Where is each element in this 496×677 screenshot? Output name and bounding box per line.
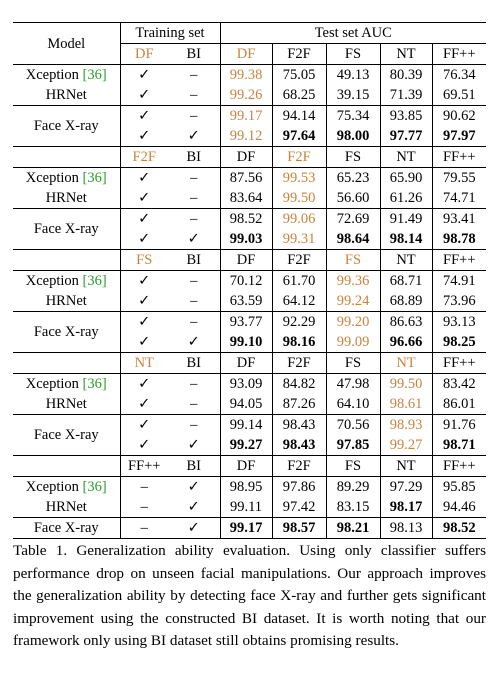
train-set-mark: ✓ [120, 312, 168, 333]
test-col-header: FS [326, 44, 380, 65]
auc-value: 97.29 [380, 477, 432, 498]
auc-value: 98.00 [326, 126, 380, 147]
model-name-text: Xception [25, 67, 79, 83]
auc-value: 99.26 [220, 85, 272, 106]
table-row [13, 271, 486, 292]
auc-value: 93.77 [220, 312, 272, 333]
bi-header: BI [168, 353, 220, 374]
bi-header: BI [168, 147, 220, 168]
model-name [13, 374, 120, 395]
auc-value: 99.27 [380, 435, 432, 456]
model-name-text: Xception [25, 376, 79, 392]
auc-value: 91.49 [380, 209, 432, 230]
table-row [13, 188, 486, 209]
auc-value: 92.29 [272, 312, 326, 333]
model-header-spacer [13, 147, 120, 168]
auc-value: 98.43 [272, 415, 326, 436]
table-row [13, 106, 486, 127]
bi-mark: – [168, 85, 220, 106]
model-name [13, 271, 120, 292]
train-set-label: NT [120, 353, 168, 374]
auc-value: 98.52 [432, 518, 486, 539]
test-col-header: FF++ [432, 353, 486, 374]
auc-value: 65.90 [380, 168, 432, 189]
bi-mark: ✓ [168, 497, 220, 518]
bi-mark: – [168, 271, 220, 292]
train-set-mark: ✓ [120, 106, 168, 127]
test-col-header: NT [380, 250, 432, 271]
bi-mark: ✓ [168, 477, 220, 498]
auc-value: 98.13 [380, 518, 432, 539]
test-col-header: DF [220, 147, 272, 168]
model-name [13, 209, 120, 250]
auc-value: 98.61 [380, 394, 432, 415]
table-row [13, 65, 486, 86]
test-col-header: NT [380, 147, 432, 168]
train-set-mark: ✓ [120, 415, 168, 436]
header-row [13, 23, 486, 44]
test-col-header: F2F [272, 456, 326, 477]
auc-value: 86.63 [380, 312, 432, 333]
auc-value: 74.71 [442, 190, 476, 206]
model-header-spacer [13, 250, 120, 271]
model-name [13, 518, 120, 539]
auc-value: 94.05 [220, 394, 272, 415]
model-name [13, 188, 120, 209]
auc-value: 73.96 [442, 293, 476, 309]
auc-value: 98.95 [220, 477, 272, 498]
auc-value: 61.70 [272, 271, 326, 292]
auc-value: 90.62 [432, 106, 486, 127]
table-row [13, 374, 486, 395]
test-col-header: NT [380, 353, 432, 374]
model-name-text: Face X-ray [33, 520, 99, 536]
auc-value: 98.78 [442, 231, 476, 247]
test-col-header: FS [326, 456, 380, 477]
auc-value: 94.46 [442, 499, 476, 515]
test-col-header: DF [220, 353, 272, 374]
auc-value: 98.25 [442, 334, 476, 350]
auc-value: 91.76 [432, 415, 486, 436]
auc-value: 99.03 [220, 229, 272, 250]
auc-value: 70.12 [220, 271, 272, 292]
train-set-mark: ✓ [138, 67, 151, 83]
table-caption: Table 1. Generalization ability evaluation. Using only classifier suffers performance drop on unseen facial manipulations. Our approach improves the generalization ability by detecting face X-ray and further gets significant improvement using the constructed BI dataset. It is worth noting that our framework only using BI dataset still obtains promising results. [13, 542, 486, 650]
auc-value: 99.10 [220, 332, 272, 353]
auc-value: 98.16 [272, 332, 326, 353]
model-name-text: HRNet [45, 396, 87, 412]
auc-value: 99.24 [326, 291, 380, 312]
citation-link[interactable]: [36] [82, 273, 107, 289]
test-col-header: FS [326, 147, 380, 168]
auc-value: 99.14 [220, 415, 272, 436]
auc-value: 97.77 [380, 126, 432, 147]
train-set-label: F2F [120, 147, 168, 168]
auc-value: 99.12 [220, 126, 272, 147]
auc-value: 99.53 [272, 168, 326, 189]
auc-value: 68.89 [380, 291, 432, 312]
auc-value: 94.14 [272, 106, 326, 127]
auc-value: 98.52 [220, 209, 272, 230]
block-header-row [13, 456, 486, 477]
auc-value: 98.21 [326, 518, 380, 539]
train-set-mark: ✓ [138, 231, 151, 247]
auc-value: 97.64 [272, 126, 326, 147]
auc-value: 99.36 [326, 271, 380, 292]
model-name [13, 312, 120, 353]
auc-value: 99.38 [220, 65, 272, 86]
auc-value: 93.41 [432, 209, 486, 230]
auc-value: 99.06 [272, 209, 326, 230]
model-name [13, 65, 120, 86]
table-row [13, 85, 486, 106]
train-set-mark: ✓ [138, 293, 151, 309]
auc-value: 68.71 [380, 271, 432, 292]
auc-value: 93.09 [220, 374, 272, 395]
bi-header: BI [168, 250, 220, 271]
bi-mark: – [168, 374, 220, 395]
auc-value: 79.55 [442, 170, 476, 186]
table-row [13, 394, 486, 415]
auc-value: 75.34 [326, 106, 380, 127]
auc-value: 98.43 [272, 435, 326, 456]
model-name-text: Xception [25, 273, 79, 289]
auc-value: 68.25 [272, 85, 326, 106]
citation-link[interactable]: [36] [82, 170, 107, 186]
train-set-mark: ✓ [138, 396, 151, 412]
auc-value: 93.85 [380, 106, 432, 127]
auc-value: 97.42 [272, 497, 326, 518]
bi-header: BI [168, 44, 220, 65]
train-set-label: FS [120, 250, 168, 271]
auc-value: 89.29 [326, 477, 380, 498]
auc-value: 98.17 [380, 497, 432, 518]
auc-value: 99.31 [272, 229, 326, 250]
train-set-mark: ✓ [120, 209, 168, 230]
auc-value: 98.64 [326, 229, 380, 250]
model-name [13, 415, 120, 456]
bi-mark: – [168, 168, 220, 189]
auc-value: 98.71 [442, 437, 476, 453]
block-header-row [13, 250, 486, 271]
auc-value: 70.56 [326, 415, 380, 436]
train-set-mark: ✓ [138, 128, 151, 144]
model-name-text: Face X-ray [33, 427, 99, 443]
test-col-header: FS [326, 353, 380, 374]
train-set-mark: ✓ [138, 273, 151, 289]
block-header-row [13, 147, 486, 168]
test-col-header: FF++ [432, 456, 486, 477]
table-row [13, 415, 486, 436]
auc-value: 83.42 [442, 376, 476, 392]
table-row [13, 477, 486, 498]
auc-value: 80.39 [380, 65, 432, 86]
bi-mark: ✓ [168, 332, 220, 353]
model-name-text: Face X-ray [33, 118, 99, 134]
train-set-label: FF++ [120, 456, 168, 477]
auc-value: 87.26 [272, 394, 326, 415]
model-name-text: Face X-ray [33, 221, 99, 237]
test-col-header: FF++ [432, 44, 486, 65]
auc-value: 74.91 [442, 273, 476, 289]
bi-mark: ✓ [168, 126, 220, 147]
bi-mark: – [168, 394, 220, 415]
test-col-header: DF [220, 44, 272, 65]
table-row [13, 168, 486, 189]
auc-value: 93.13 [432, 312, 486, 333]
auc-value: 99.50 [380, 374, 432, 395]
auc-value: 97.85 [326, 435, 380, 456]
auc-value: 97.97 [442, 128, 476, 144]
train-set-mark: ✓ [138, 334, 151, 350]
auc-value: 96.66 [380, 332, 432, 353]
model-name [13, 497, 120, 518]
table-row [13, 518, 486, 539]
auc-value: 99.27 [220, 435, 272, 456]
model-name-text: HRNet [45, 190, 87, 206]
model-name [13, 168, 120, 189]
test-set-auc-header: Test set AUC [220, 23, 486, 44]
model-name [13, 85, 120, 106]
results-table [13, 22, 486, 539]
train-set-mark: – [140, 499, 148, 515]
test-col-header: F2F [272, 147, 326, 168]
table-row [13, 497, 486, 518]
auc-value: 76.34 [442, 67, 476, 83]
table-row [13, 312, 486, 333]
auc-value: 97.86 [272, 477, 326, 498]
auc-value: 87.56 [220, 168, 272, 189]
auc-value: 49.13 [326, 65, 380, 86]
auc-value: 65.23 [326, 168, 380, 189]
test-col-header: FF++ [432, 250, 486, 271]
auc-value: 71.39 [380, 85, 432, 106]
auc-value: 83.64 [220, 188, 272, 209]
train-set-mark: ✓ [138, 87, 151, 103]
model-header: Model [13, 23, 120, 65]
auc-value: 98.57 [272, 518, 326, 539]
model-name [13, 106, 120, 147]
model-name-text: HRNet [45, 499, 87, 515]
citation-link[interactable]: [36] [82, 376, 107, 392]
bi-mark: – [168, 291, 220, 312]
bi-mark: ✓ [168, 435, 220, 456]
train-set-label: DF [120, 44, 168, 65]
auc-value: 47.98 [326, 374, 380, 395]
auc-value: 69.51 [442, 87, 476, 103]
test-col-header: F2F [272, 353, 326, 374]
auc-value: 98.14 [380, 229, 432, 250]
auc-value: 72.69 [326, 209, 380, 230]
bi-mark: – [168, 106, 220, 127]
model-name-text: Xception [25, 170, 79, 186]
model-name [13, 477, 120, 498]
table-row [13, 209, 486, 230]
train-set-mark: ✓ [138, 190, 151, 206]
auc-value: 39.15 [326, 85, 380, 106]
auc-value: 64.12 [272, 291, 326, 312]
model-name [13, 291, 120, 312]
auc-value: 99.17 [220, 106, 272, 127]
table-row [13, 291, 486, 312]
training-set-header: Training set [120, 23, 220, 44]
auc-value: 61.26 [380, 188, 432, 209]
block-header-row [13, 353, 486, 374]
model-name [13, 394, 120, 415]
auc-value: 86.01 [442, 396, 476, 412]
bi-mark: – [168, 65, 220, 86]
citation-link[interactable]: [36] [82, 479, 107, 495]
test-col-header: FS [326, 250, 380, 271]
model-name-text: Face X-ray [33, 324, 99, 340]
bi-mark: – [168, 209, 220, 230]
test-col-header: DF [220, 250, 272, 271]
model-header-spacer [13, 456, 120, 477]
auc-value: 64.10 [326, 394, 380, 415]
auc-value: 63.59 [220, 291, 272, 312]
auc-value: 56.60 [326, 188, 380, 209]
train-set-mark: ✓ [138, 437, 151, 453]
auc-value: 99.17 [220, 518, 272, 539]
model-name-text: HRNet [45, 87, 87, 103]
bi-mark: ✓ [168, 229, 220, 250]
auc-value: 98.93 [380, 415, 432, 436]
bi-mark: – [168, 415, 220, 436]
test-col-header: FF++ [432, 147, 486, 168]
auc-value: 75.05 [272, 65, 326, 86]
model-name-text: Xception [25, 479, 79, 495]
auc-value: 83.15 [326, 497, 380, 518]
test-col-header: F2F [272, 44, 326, 65]
bi-header: BI [168, 456, 220, 477]
train-set-mark: ✓ [138, 170, 151, 186]
test-col-header: NT [380, 44, 432, 65]
citation-link[interactable]: [36] [82, 67, 107, 83]
bi-mark: ✓ [168, 518, 220, 539]
test-col-header: NT [380, 456, 432, 477]
model-name-text: HRNet [45, 293, 87, 309]
test-col-header: DF [220, 456, 272, 477]
auc-value: 99.09 [326, 332, 380, 353]
model-header-spacer [13, 353, 120, 374]
test-col-header: F2F [272, 250, 326, 271]
auc-value: 99.50 [272, 188, 326, 209]
auc-value: 95.85 [442, 479, 476, 495]
train-set-mark: – [120, 518, 168, 539]
auc-value: 84.82 [272, 374, 326, 395]
train-set-mark: – [140, 479, 148, 495]
auc-value: 99.11 [220, 497, 272, 518]
bi-mark: – [168, 188, 220, 209]
train-set-mark: ✓ [138, 376, 151, 392]
auc-value: 99.20 [326, 312, 380, 333]
bi-mark: – [168, 312, 220, 333]
